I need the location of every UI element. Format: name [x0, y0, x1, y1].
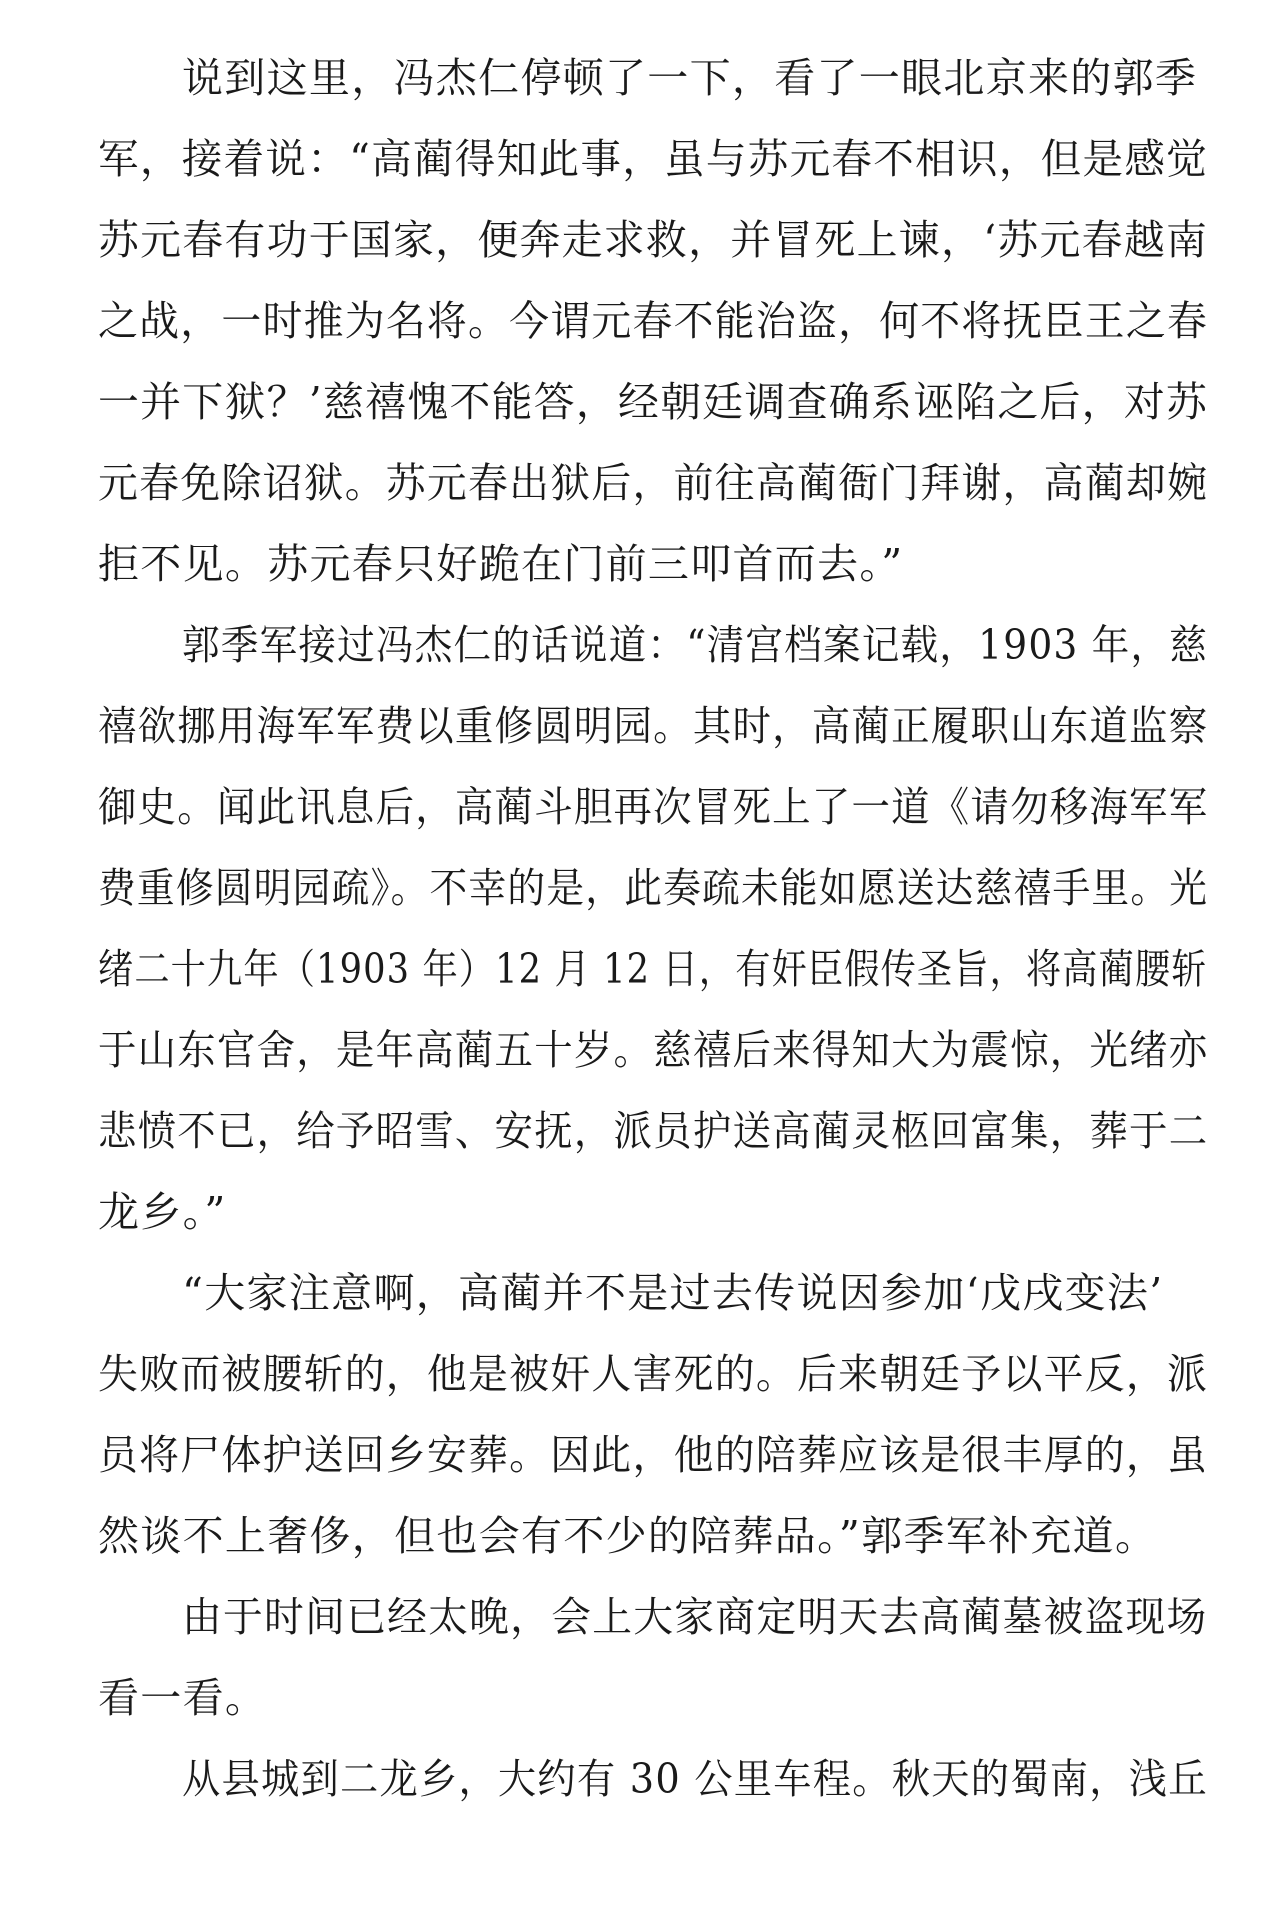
- text-line: 御史。闻此讯息后，高蔺斗胆再次冒死上了一道《请勿移海军军: [98, 783, 1208, 831]
- text-line: 郭季军接过冯杰仁的话说道：“清宫档案记载，1903 年，慈: [182, 621, 1208, 669]
- text-line: 失败而被腰斩的，他是被奸人害死的。后来朝廷予以平反，派: [98, 1350, 1208, 1398]
- text-line: 禧欲挪用海军军费以重修圆明园。其时，高蔺正履职山东道监察: [98, 702, 1208, 750]
- text-line: 苏元春有功于国家，便奔走求救，并冒死上谏，‘苏元春越南: [98, 216, 1208, 264]
- text-line: 员将尸体护送回乡安葬。因此，他的陪葬应该是很丰厚的，虽: [98, 1431, 1208, 1479]
- paragraph-4: [98, 1577, 1208, 1739]
- text-line: 一并下狱？’慈禧愧不能答，经朝廷调查确系诬陷之后，对苏: [98, 378, 1208, 426]
- text-line: 拒不见。苏元春只好跪在门前三叩首而去。”: [98, 540, 904, 588]
- text-line: 从县城到二龙乡，大约有 30 公里车程。秋天的蜀南，浅丘: [182, 1755, 1208, 1803]
- text-line: 悲愤不已，给予昭雪、安抚，派员护送高蔺灵柩回富集，葬于二: [98, 1107, 1208, 1155]
- text-line: 绪二十九年（1903 年）12 月 12 日，有奸臣假传圣旨，将高蔺腰斩: [98, 945, 1208, 993]
- text-line: 看一看。: [98, 1674, 268, 1722]
- text-line: 然谈不上奢侈，但也会有不少的陪葬品。”郭季军补充道。: [98, 1512, 1158, 1560]
- paragraph-5: [98, 1739, 1208, 1820]
- body-text: [98, 38, 1208, 1820]
- text-line: “大家注意啊，高蔺并不是过去传说因参加‘戊戌变法’: [182, 1269, 1164, 1317]
- text-line: 说到这里，冯杰仁停顿了一下，看了一眼北京来的郭季: [182, 54, 1198, 102]
- text-line: 于山东官舍，是年高蔺五十岁。慈禧后来得知大为震惊，光绪亦: [98, 1026, 1208, 1074]
- text-line: 费重修圆明园疏》。不幸的是，此奏疏未能如愿送达慈禧手里。光: [98, 864, 1208, 912]
- text-line: 之战，一时推为名将。今谓元春不能治盗，何不将抚臣王之春: [98, 297, 1208, 345]
- text-line: 军，接着说：“高蔺得知此事，虽与苏元春不相识，但是感觉: [98, 135, 1208, 183]
- text-line: 龙乡。”: [98, 1188, 227, 1236]
- text-line: 由于时间已经太晚，会上大家商定明天去高蔺墓被盗现场: [182, 1593, 1208, 1641]
- paragraph-1: [98, 38, 1208, 605]
- paragraph-3: [98, 1253, 1208, 1577]
- paragraph-2: [98, 605, 1208, 1253]
- text-line: 元春免除诏狱。苏元春出狱后，前往高蔺衙门拜谢，高蔺却婉: [98, 459, 1208, 507]
